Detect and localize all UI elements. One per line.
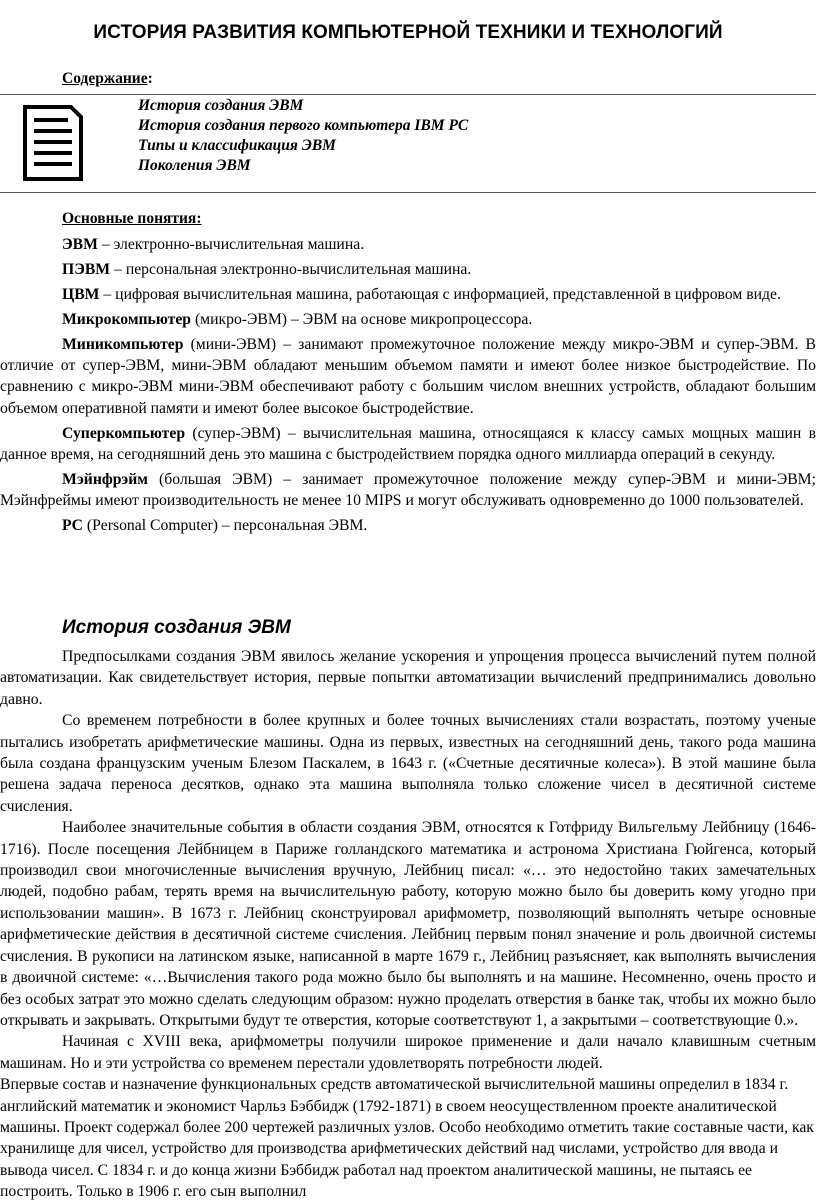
concept-definition: (супер-ЭВМ) – вычислительная машина, относящаяся к классу самых мощных машин в данное время, на сегодняшний день это машина с быстродействием порядка одного миллиарда операций в секунду. <box>0 424 816 464</box>
concept-item <box>0 334 816 420</box>
concept-definition: – цифровая вычислительная машина, работающая с информацией, представленной в цифровом виде. <box>99 285 781 303</box>
concept-term: Микрокомпьютер <box>62 310 192 328</box>
concept-definition: (мини-ЭВМ) – занимают промежуточное положение между микро-ЭВМ и супер-ЭВМ. В отличие от супер-ЭВМ, мини-ЭВМ обладают меньшим объемом памяти и имеют более низкое быстродействие. По сравнению с микро-ЭВМ мини-ЭВМ обеспечивают работу с большим числом внешних устройств, обладают большим объемом оперативной памяти и имеют более высокое быстродействие. <box>0 335 816 417</box>
section-title: История создания ЭВМ <box>62 617 291 638</box>
document-icon <box>22 104 84 182</box>
concept-item <box>0 234 816 255</box>
concept-term: ЭВМ <box>62 236 98 253</box>
paragraph: Наиболее значительные события в области создания ЭВМ, относятся к Готфриду Вильгельму Лейбницу (1646-1716). После посещения Лейбницем в Париже голландского математика и астронома Христиана Гюйгенса, который производил свои многочисленные вычисления вручную, Лейбниц писал: «… это недостойно таких замечательных людей, подобно рабам, терять время на вычислительную работу, которую можно было бы доверить кому угодно при использовании машин». В 1673 г. Лейбниц сконструировал арифмометр, позволяющий выполнять четыре основные арифметические действия в десятичной системе счисления. Лейбниц первым понял значение и роль двоичной системы счисления. В рукописи на латинском языке, написанной в марте 1679 г., Лейбниц разъясняет, как выполнять вычисления в двоичной системе: «…Вычисления такого рода можно было бы выполнять и на машине. Несомненно, очень просто и без особых затрат это можно сделать следующим образом: нужно проделать отверстия в банке так, чтобы их можно было открывать и закрывать. Открытыми будут те отверстия, которые соответствуют 1, а закрытыми – соответствующие 0.». <box>0 819 816 1029</box>
concept-item <box>0 259 816 280</box>
toc-heading-colon: : <box>147 70 153 87</box>
toc-item[interactable]: История создания первого компьютера IBM PC <box>138 117 469 134</box>
concept-term: ПЭВМ <box>62 260 111 278</box>
concept-term: Суперкомпьютер <box>62 424 186 442</box>
concept-definition: (большая ЭВМ) – занимает промежуточное положение между супер-ЭВМ и мини-ЭВМ; Мэйнфреймы имеют производительность не менее 10 MIPS и могут обслуживать одновременно до 1000 пользователей. <box>0 471 816 510</box>
concepts-list <box>0 234 816 540</box>
concept-term: ЦВМ <box>62 285 100 303</box>
document-title: ИСТОРИЯ РАЗВИТИЯ КОМПЬЮТЕРНОЙ ТЕХНИКИ И ТЕХНОЛОГИЙ <box>93 22 723 43</box>
toc-item[interactable]: Поколения ЭВМ <box>138 157 251 174</box>
history-body <box>0 646 816 1203</box>
concept-item <box>0 469 816 512</box>
toc-bottom-rule <box>0 192 816 193</box>
paragraph: Начиная с XVIII века, арифмометры получили широкое применение и дали начало клавишным счетным машинам. Но и эти устройства со временем перестали удовлетворять потребности людей. <box>0 1033 816 1072</box>
toc-heading-text: Содержание <box>62 70 148 87</box>
concept-item <box>0 284 816 305</box>
toc-heading <box>62 70 153 88</box>
concept-term: PC <box>62 517 83 535</box>
concept-definition: – электронно-вычислительная машина. <box>97 236 365 253</box>
paragraph: Со временем потребности в более крупных и более точных вычислениях стали возрастать, поэтому ученые пытались изобретать арифметические машины. Одна из первых, известных на сегодняшний день, такого рода машина была создана французским ученым Блезом Паскалем, в 1643 г. («Счетные десятичные колеса»). В этой машине была решена задача переноса десятков, однако эта машина выполняла только сложение чисел в десятичной системе счисления. <box>0 712 816 815</box>
concept-definition: (микро-ЭВМ) – ЭВМ на основе микропроцессора. <box>191 310 533 328</box>
concept-item <box>0 423 816 466</box>
concept-definition: – персональная электронно-вычислительная машина. <box>110 260 472 278</box>
toc-item[interactable]: Типы и классификация ЭВМ <box>138 137 336 154</box>
concept-item <box>0 515 816 536</box>
paragraph: Предпосылками создания ЭВМ явилось желание ускорения и упрощения процесса вычислений путем полной автоматизации. Как свидетельствует история, первые попытки автоматизации вычислений предпринимались довольно давно. <box>0 648 816 708</box>
toc-item[interactable]: История создания ЭВМ <box>138 97 304 114</box>
concept-term: Миникомпьютер <box>62 335 184 353</box>
concept-term: Мэйнфрэйм <box>62 471 148 489</box>
concepts-heading: Основные понятия: <box>62 210 202 227</box>
toc-top-rule <box>0 94 816 95</box>
toc-list <box>138 96 468 176</box>
concept-item <box>0 309 816 330</box>
paragraph: Впервые состав и назначение функциональных средств автоматической вычислительной машины определил в 1834 г. английский математик и экономист Чарльз Бэббидж (1792-1871) в своем неосуществленном проекте аналитической машины. Проект содержал более 200 чертежей различных узлов. Особо необходимо отметить такие составные части, как хранилище для чисел, устройство для производства арифметических действий над числами, устройство для ввода и вывода чисел. С 1834 г. и до конца жизни Бэббидж работал над проектом аналитической машины, не пытаясь ее построить. Только в 1906 г. его сын выполнил <box>0 1076 814 1201</box>
concept-definition: (Personal Computer) – персональная ЭВМ. <box>82 517 368 535</box>
